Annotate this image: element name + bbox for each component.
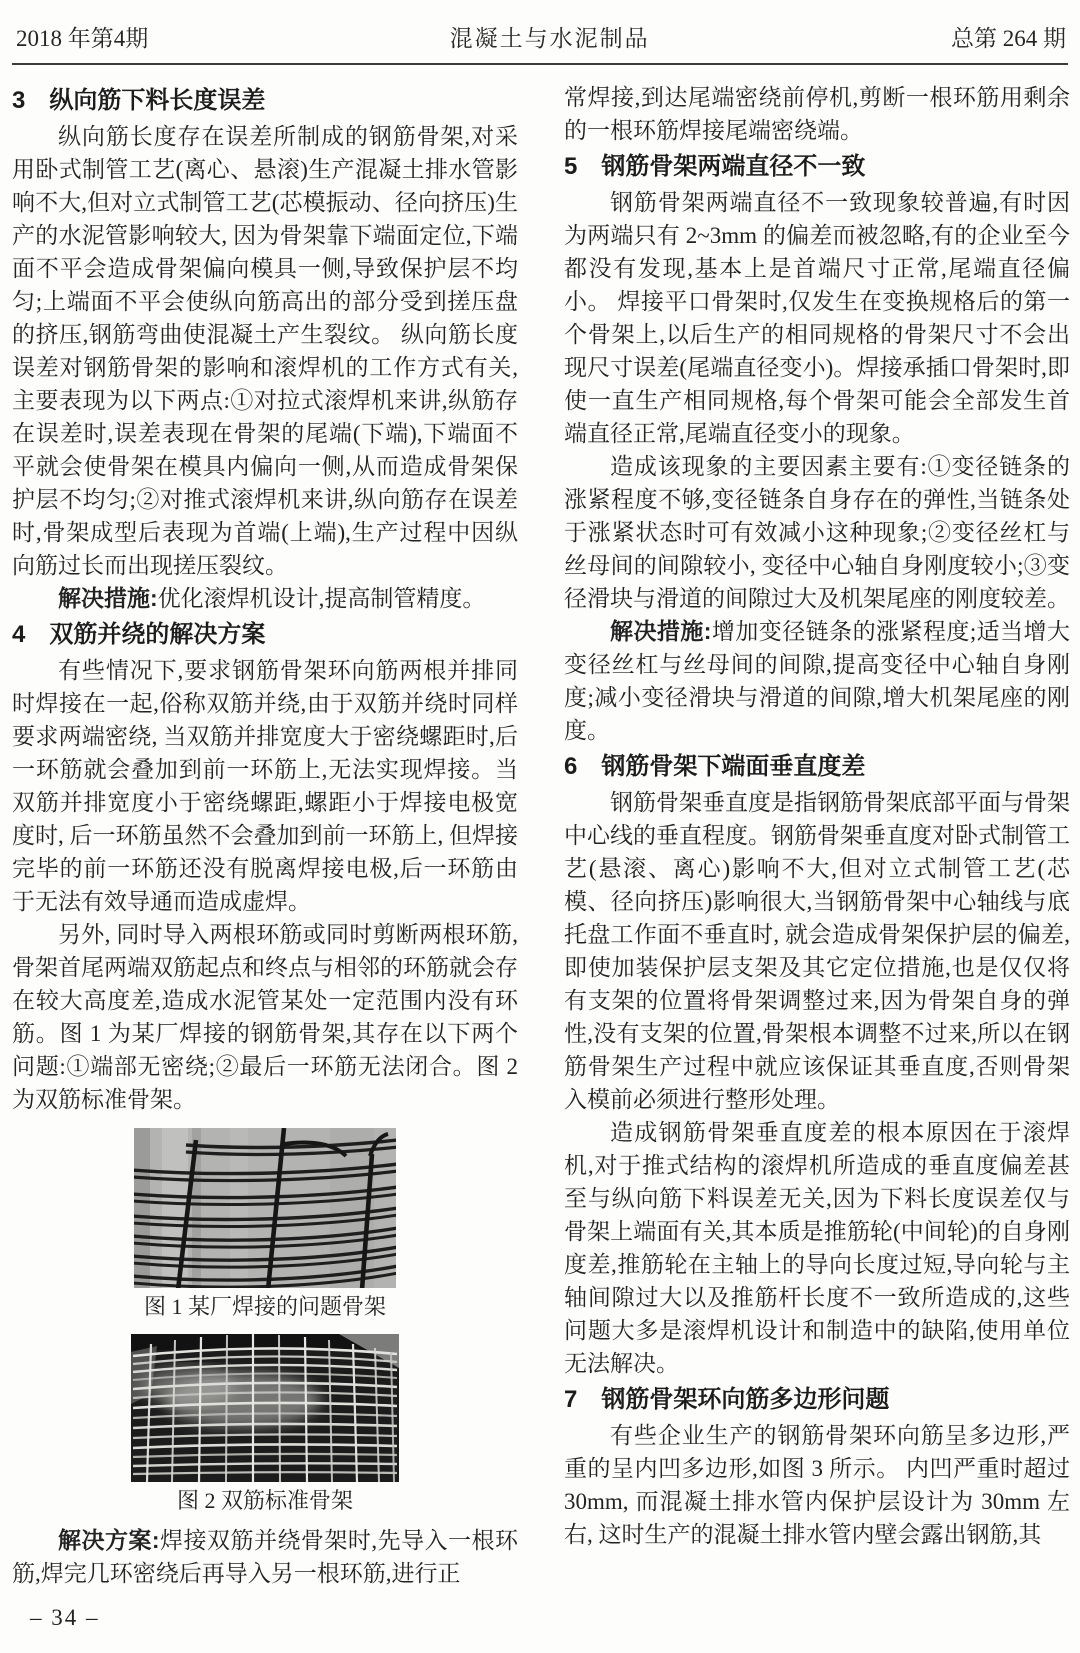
figure-1	[134, 1128, 396, 1288]
figure-2	[131, 1334, 399, 1482]
header-journal-title: 混凝土与水泥制品	[449, 26, 650, 51]
section-4-paragraph-2: 另外, 同时导入两根环筋或同时剪断两根环筋,骨架首尾两端双筋起点和终点与相邻的环筋就会存在较大高度差,造成水泥管某处一定范围内没有环筋。图 1 为某厂焊接的钢筋骨架,其存在以下两个问题:①端部无密绕;②最后一环筋无法闭合。图 2 为双筋标准骨架。	[12, 922, 518, 1112]
header-issue: 2018 年第4期	[16, 26, 149, 51]
left-column	[12, 81, 518, 1590]
section-5-heading	[564, 150, 1070, 184]
section-3-paragraph: 纵向筋长度存在误差所制成的钢筋骨架,对采用卧式制管工艺(离心、悬滚)生产混凝土排水管影响不大,但对立式制管工艺(芯模振动、径向挤压)生产的水泥管影响较大, 因为骨架靠下端面定位,下端面不平会造成骨架偏向模具一侧,导致保护层不均匀;上端面不平会使纵向筋高出的部分受到搓压盘的挤压,钢筋弯曲使混凝土产生裂纹。 纵向筋长度误差对钢筋骨架的影响和滚焊机的工作方式有关,主要表现为以下两点:①对拉式滚焊机来讲,纵筋存在误差时,误差表现在骨架的尾端(下端),下端面不平就会使骨架在模具内偏向一侧,从而造成骨架保护层不均匀;②对推式滚焊机来讲,纵向筋存在误差时,骨架成型后表现为首端(上端),生产过程中因纵向筋过长而出现搓压裂纹。	[12, 124, 518, 578]
section-7-title: 钢筋骨架环向筋多边形问题	[601, 1386, 890, 1413]
section-3-heading	[12, 84, 518, 118]
two-column-body	[12, 81, 1070, 1590]
section-7-paragraph-1: 有些企业生产的钢筋骨架环向筋呈多边形,严重的呈内凹多边形,如图 3 所示。 内凹严重时超过 30mm, 而混凝土排水管内保护层设计为 30mm 左右, 这时生产的混凝土排水管内壁会露出钢筋,其	[564, 1423, 1070, 1547]
solution-text: 焊接双筋并绕骨架时,先导入一根环筋,焊完几环密绕后再导入另一根环筋,进行正	[12, 1528, 518, 1586]
section-4-solution	[12, 1524, 518, 1590]
section-4-number: 4	[12, 621, 26, 648]
section-6-number: 6	[564, 753, 578, 780]
solution-label: 解决措施:	[610, 618, 712, 644]
section-5-number: 5	[564, 153, 578, 180]
page-header	[12, 16, 1070, 61]
section-3-solution	[12, 582, 518, 615]
solution-text: 增加变径链条的涨紧程度;适当增大变径丝杠与丝母间的间隙,提高变径中心轴自身刚度;减小变径滑块与滑道的间隙,增大机架尾座的刚度。	[564, 619, 1070, 743]
section-7-number: 7	[564, 1386, 578, 1413]
section-7-heading	[564, 1383, 1070, 1417]
section-5-solution	[564, 615, 1070, 747]
header-rule	[12, 63, 1068, 65]
page-number: – 34 –	[30, 1605, 100, 1630]
section-6-heading	[564, 750, 1070, 784]
figure-2-caption: 图 2 双筋标准骨架	[176, 1488, 353, 1513]
section-5-title: 钢筋骨架两端直径不一致	[601, 153, 866, 180]
right-column	[564, 81, 1070, 1590]
section-6-paragraph-1: 钢筋骨架垂直度是指钢筋骨架底部平面与骨架中心线的垂直程度。钢筋骨架垂直度对卧式制管工艺(悬滚、离心)影响不大,但对立式制管工艺(芯模、径向挤压)影响很大,当钢筋骨架中心轴线与底托盘工作面不垂直时, 就会造成骨架保护层的偏差,即使加装保护层支架及其它定位措施,也是仅仅将有支架的位置将骨架调整过来,因为骨架自身的弹性,没有支架的位置,骨架根本调整不过来,所以在钢筋骨架生产过程中就应该保证其垂直度,否则骨架入模前必须进行整形处理。	[564, 790, 1070, 1112]
section-5-paragraph-1: 钢筋骨架两端直径不一致现象较普遍,有时因为两端只有 2~3mm 的偏差而被忽略,有的企业至今都没有发现,基本上是首端尺寸正常,尾端直径偏小。 焊接平口骨架时,仅发生在变换规格后的第一个骨架上,以后生产的相同规格的骨架尺寸不会出现尺寸误差(尾端直径变小)。焊接承插口骨架时,即使一直生产相同规格,每个骨架可能会全部发生首端直径正常,尾端直径变小的现象。	[564, 190, 1070, 446]
section-3-number: 3	[12, 87, 26, 114]
section-4-heading	[12, 618, 518, 652]
section-4-paragraph-1: 有些情况下,要求钢筋骨架环向筋两根并排同时焊接在一起,俗称双筋并绕,由于双筋并绕时同样要求两端密绕, 当双筋并排宽度大于密绕螺距时,后一环筋就会叠加到前一环筋上,无法实现焊接。当双筋并排宽度小于密绕螺距,螺距小于焊接电极宽度时, 后一环筋虽然不会叠加到前一环筋上, 但焊接完毕的前一环筋还没有脱离焊接电极,后一环筋由于无法有效导通而造成虚焊。	[12, 658, 518, 914]
figure-1-caption: 图 1 某厂焊接的问题骨架	[143, 1294, 386, 1319]
section-6-paragraph-2: 造成钢筋骨架垂直度差的根本原因在于滚焊机,对于推式结构的滚焊机所造成的垂直度偏差甚至与纵向筋下料误差无关,因为下料长度误差仅与骨架上端面有关,其本质是推筋轮(中间轮)的自身刚度差,推筋轮在主轴上的导向长度过短,导向轮与主轴间隙过大以及推筋杆长度不一致所造成的,这些问题大多是滚焊机设计和制造中的缺陷,使用单位无法解决。	[564, 1120, 1070, 1376]
section-4-solution-continuation: 常焊接,到达尾端密绕前停机,剪断一根环筋用剩余的一根环筋焊接尾端密绕端。	[564, 85, 1070, 143]
solution-label: 解决方案:	[58, 1527, 160, 1553]
header-volume: 总第 264 期	[951, 26, 1066, 51]
solution-text: 优化滚焊机设计,提高制管精度。	[157, 586, 486, 611]
solution-label: 解决措施:	[58, 585, 158, 611]
figure-2-photo	[131, 1334, 399, 1482]
section-3-title: 纵向筋下料长度误差	[49, 87, 266, 114]
section-6-title: 钢筋骨架下端面垂直度差	[601, 753, 866, 780]
section-4-title: 双筋并绕的解决方案	[49, 621, 266, 648]
figure-1-photo	[134, 1128, 396, 1288]
section-5-paragraph-2: 造成该现象的主要因素主要有:①变径链条的涨紧程度不够,变径链条自身存在的弹性,当链条处于涨紧状态时可有效减小这种现象;②变径丝杠与丝母间的间隙较小, 变径中心轴自身刚度较小;③变径滑块与滑道的间隙过大及机架尾座的刚度较差。	[564, 454, 1070, 611]
